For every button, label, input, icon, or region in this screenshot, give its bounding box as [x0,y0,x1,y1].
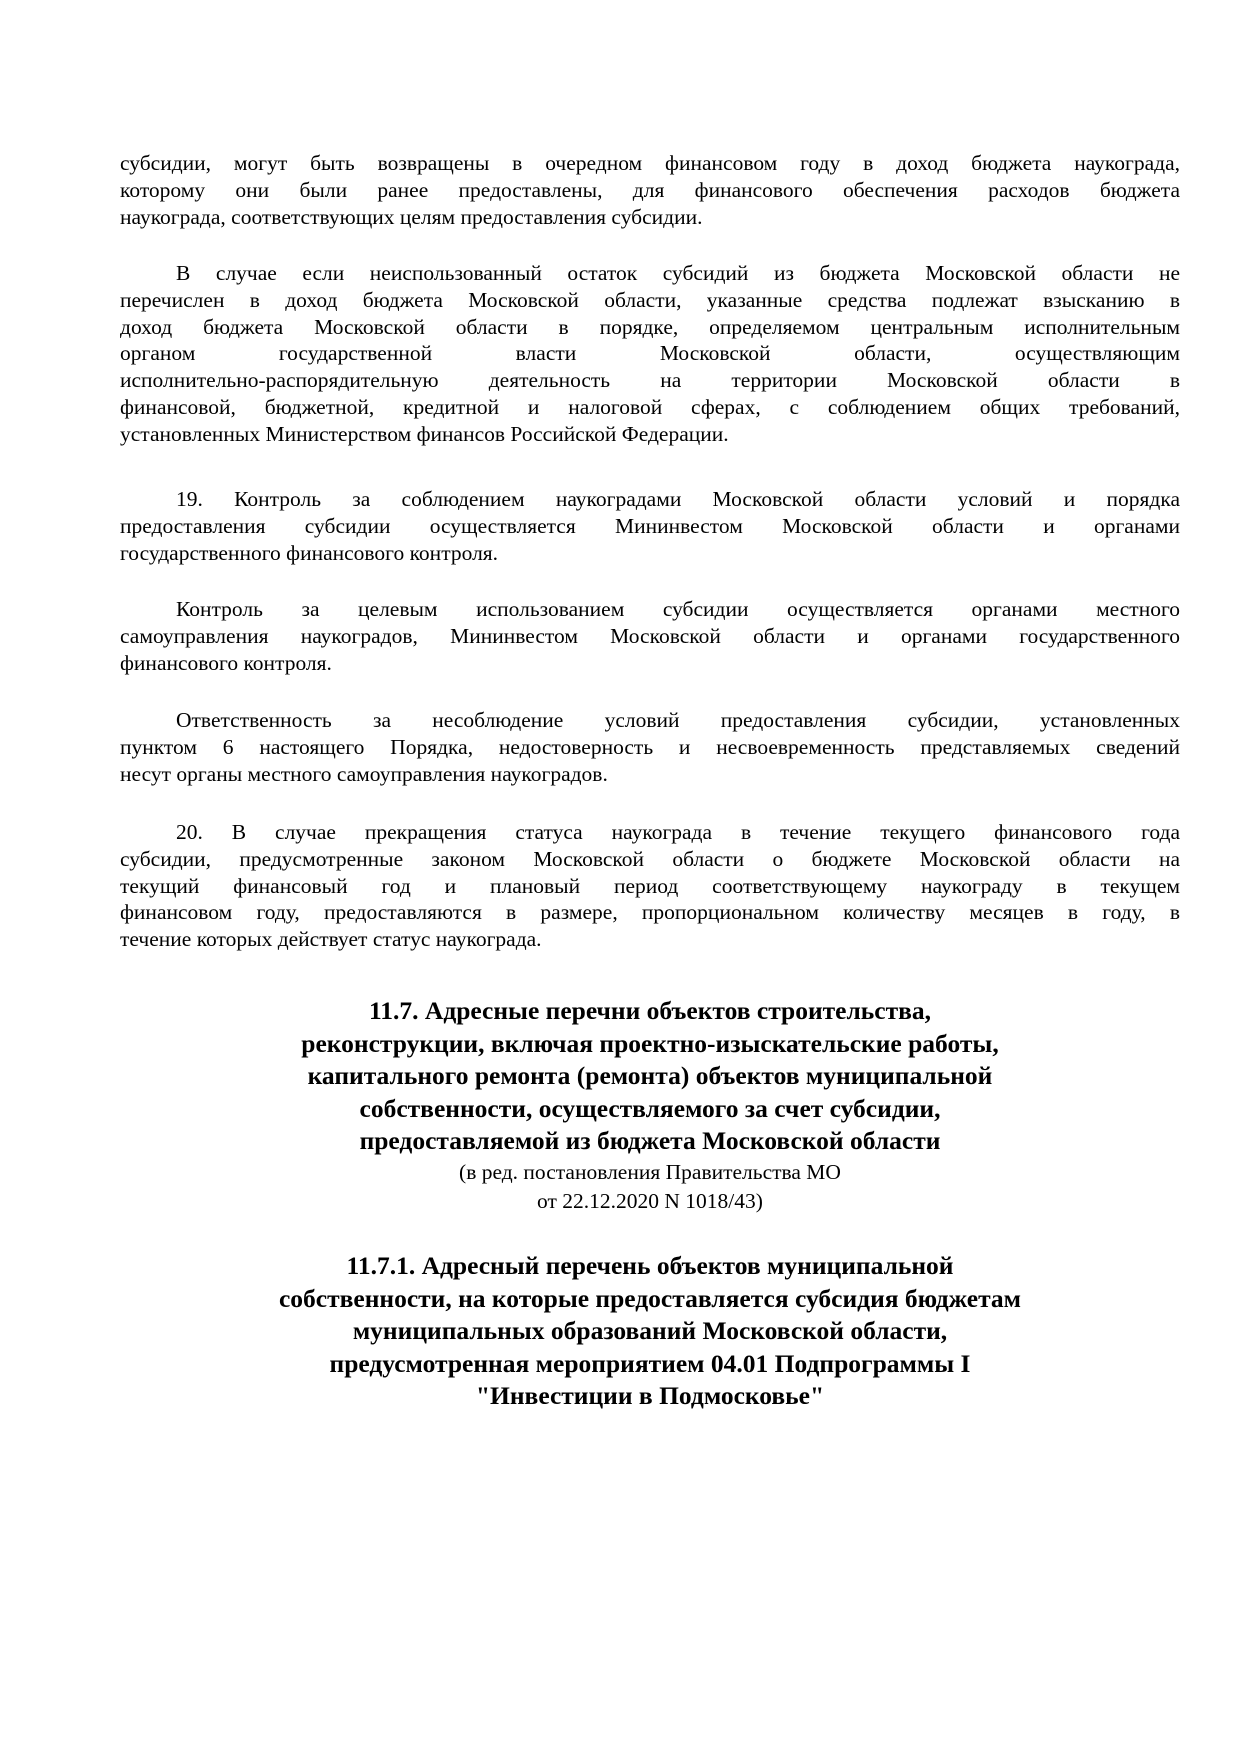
text-line: установленных Министерством финансов Российской Федерации. [120,421,729,446]
text-line: несут органы местного самоуправления наукоградов. [120,761,608,786]
text-line: текущий финансовый год и плановый период соответствующему наукограду в текущем [120,873,1180,898]
text-line: предоставления субсидии осуществляется Мининвестом Московской области и органами [120,513,1180,538]
heading-line: предоставляемой из бюджета Московской области [359,1126,941,1155]
paragraph-unused-balance [120,260,1180,448]
text-line: исполнительно-распорядительную деятельность на территории Московской области в [120,368,1180,393]
text-line: органом государственной власти Московской области, осуществляющим [120,341,1180,366]
heading-line: 11.7. Адресные перечни объектов строительства, [368,996,932,1025]
section-heading-11-7-1 [120,1250,1180,1413]
heading-line: собственности, на которые предоставляется субсидия бюджетам [278,1283,1022,1313]
text-line: финансовом году, предоставляются в размере, пропорциональном количеству месяцев в году, в [120,900,1180,925]
heading-line: муниципальных образований Московской области, [352,1316,948,1345]
revision-note: (в ред. постановления Правительства МО [459,1159,841,1184]
heading-line: реконструкции, включая проектно-изыскательские работы, [301,1028,999,1058]
heading-line: капитального ремонта (ремонта) объектов муниципальной [307,1061,993,1090]
text-line: Ответственность за несоблюдение условий предоставления субсидии, установленных [176,708,1180,732]
text-line: 20. В случае прекращения статуса наукограда в течение текущего финансового года [176,820,1180,844]
heading-line: собственности, осуществляемого за счет субсидии, [359,1093,941,1123]
text-line: финансового контроля. [120,650,332,675]
paragraph-target-use-control [120,596,1180,676]
revision-note: от 22.12.2020 N 1018/43) [537,1188,763,1213]
paragraph-item-19 [120,486,1180,566]
text-line: перечислен в доход бюджета Московской области, указанные средства подлежат взысканию в [120,287,1180,312]
text-line: государственного финансового контроля. [120,540,499,565]
paragraph-item-20 [120,819,1180,953]
text-line: наукограда, соответствующих целям предоставления субсидии. [120,204,703,229]
text-line: течение которых действует статус наукограда. [120,927,542,952]
text-line: В случае если неиспользованный остаток субсидий из бюджета Московской области не [176,261,1180,285]
text-line: субсидии, предусмотренные законом Московской области о бюджете Московской области на [120,846,1180,871]
text-line: Контроль за целевым использованием субсидии осуществляется органами местного [176,597,1180,621]
text-line: доход бюджета Московской области в порядке, определяемом центральным исполнительным [120,314,1180,339]
text-line: которому они были ранее предоставлены, для финансового обеспечения расходов бюджета [120,177,1180,202]
paragraph-subsidy-return [120,150,1180,230]
text-line: пунктом 6 настоящего Порядка, недостоверность и несвоевременность представляемых сведений [120,734,1180,759]
heading-line: 11.7.1. Адресный перечень объектов муниципальной [346,1251,954,1280]
text-line: самоуправления наукоградов, Мининвестом Московской области и органами государственного [120,623,1180,648]
paragraph-responsibility [120,707,1180,787]
text-line: 19. Контроль за соблюдением наукоградами Московской области условий и порядка [176,487,1180,511]
text-line: финансовой, бюджетной, кредитной и налоговой сферах, с соблюдением общих требований, [120,394,1180,419]
heading-line: предусмотренная мероприятием 04.01 Подпрограммы I [329,1348,971,1378]
section-heading-11-7 [120,995,1180,1216]
heading-line: "Инвестиции в Подмосковье" [475,1381,825,1410]
text-line: субсидии, могут быть возвращены в очередном финансовом году в доход бюджета наукограда, [120,151,1180,175]
